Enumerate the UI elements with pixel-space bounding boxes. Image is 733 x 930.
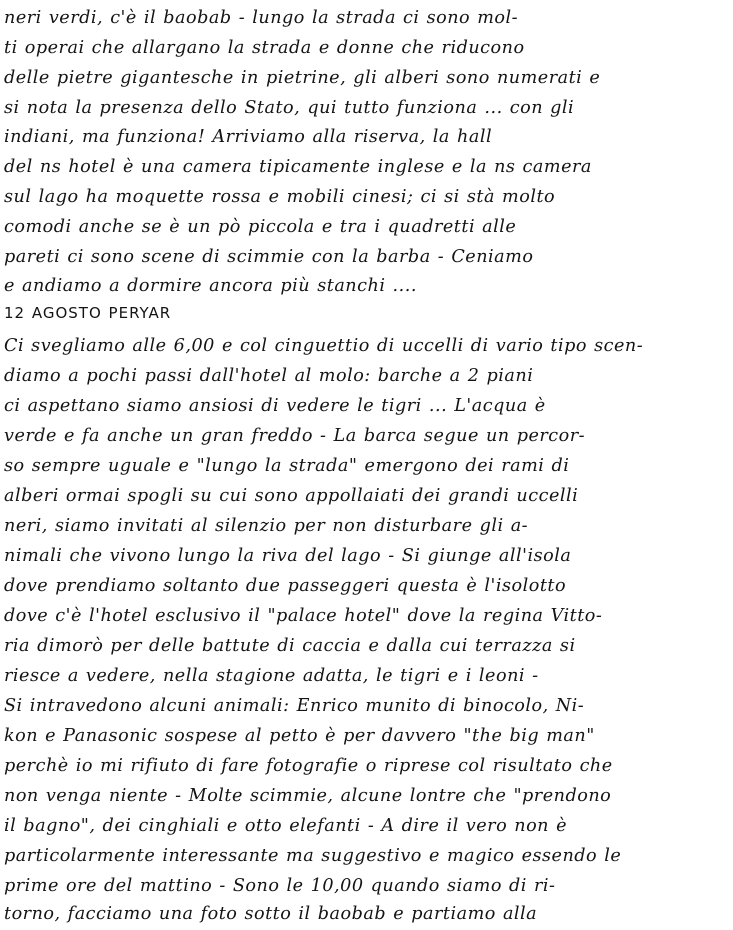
text-line-12: Ci svegliamo alle 6,00 e col cinguettio di uccelli di vario tipo scen-: [4, 336, 644, 356]
text-line-25: kon e Panasonic sospese al petto è per davvero "the big man": [4, 726, 595, 746]
text-line-27: non venga niente - Molte scimmie, alcune lontre che "prendono: [4, 786, 612, 806]
text-line-31: torno, facciamo una foto sotto il baobab e partiamo alla: [4, 904, 538, 924]
text-line-24: Si intravedono alcuni animali: Enrico munito di binocolo, Ni-: [4, 696, 585, 716]
text-line-20: dove prendiamo soltanto due passeggeri questa è l'isolotto: [4, 576, 567, 596]
text-line-22: ria dimorò per delle battute di caccia e dalla cui terrazza si: [4, 636, 576, 656]
text-line-3: delle pietre gigantesche in pietrine, gli alberi sono numerati e: [4, 68, 601, 88]
text-line-29: particolarmente interessante ma suggestivo e magico essendo le: [4, 846, 622, 866]
text-line-30: prime ore del mattino - Sono le 10,00 quando siamo di ri-: [4, 876, 556, 896]
text-line-4: si nota la presenza dello Stato, qui tutto funziona ... con gli: [4, 98, 575, 118]
text-line-10: e andiamo a dormire ancora più stanchi ....: [4, 276, 417, 296]
text-line-14: ci aspettano siamo ansiosi di vedere le tigri ... L'acqua è: [4, 396, 546, 416]
text-line-19: nimali che vivono lungo la riva del lago - Si giunge all'isola: [4, 546, 572, 566]
text-line-28: il bagno", dei cinghiali e otto elefanti - A dire il vero non è: [4, 816, 568, 836]
text-line-26: perchè io mi rifiuto di fare fotografie o riprese col risultato che: [4, 756, 613, 776]
text-line-9: pareti ci sono scene di scimmie con la barba - Ceniamo: [4, 247, 534, 267]
text-line-13: diamo a pochi passi dall'hotel al molo: barche a 2 piani: [4, 366, 534, 386]
text-line-18: neri, siamo invitati al silenzio per non disturbare gli a-: [4, 516, 529, 536]
date-location-heading: 12 AGOSTO PERYAR: [4, 304, 172, 322]
text-line-16: so sempre uguale e "lungo la strada" emergono dei rami di: [4, 456, 570, 476]
text-line-21: dove c'è l'hotel esclusivo il "palace hotel" dove la regina Vitto-: [4, 606, 603, 626]
text-line-1: neri verdi, c'è il baobab - lungo la strada ci sono mol-: [4, 8, 519, 28]
text-line-15: verde e fa anche un gran freddo - La barca segue un percor-: [4, 426, 586, 446]
text-line-2: ti operai che allargano la strada e donne che riducono: [4, 38, 525, 58]
text-line-8: comodi anche se è un pò piccola e tra i quadretti alle: [4, 217, 517, 237]
text-line-6: del ns hotel è una camera tipicamente inglese e la ns camera: [4, 157, 592, 177]
text-line-7: sul lago ha moquette rossa e mobili cinesi; ci si stà molto: [4, 187, 556, 207]
text-line-23: riesce a vedere, nella stagione adatta, le tigri e i leoni -: [4, 666, 539, 686]
text-line-5: indiani, ma funziona! Arriviamo alla riserva, la hall: [4, 127, 493, 147]
text-line-17: alberi ormai spogli su cui sono appollaiati dei grandi uccelli: [4, 486, 579, 506]
